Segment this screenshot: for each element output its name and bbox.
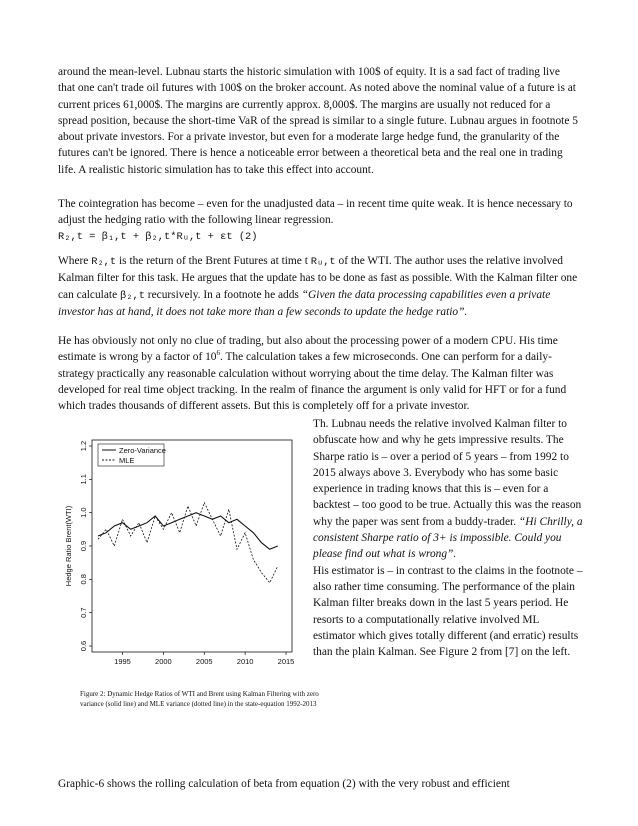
x-tick-label: 2005: [195, 657, 213, 666]
hedge-ratio-chart: [62, 432, 304, 686]
series-line-zero-variance: [98, 513, 278, 550]
plot-frame: [92, 440, 292, 652]
paragraph-2: The cointegration has become – even for the unadjusted data – in recent time quite weak. It is hence necessary to adjust the hedging ratio with the following linear regression.: [58, 198, 573, 227]
y-tick-label: 0.6: [79, 640, 88, 652]
y-tick-label: 0.8: [79, 574, 88, 585]
p3-var-1: R₂,t: [91, 256, 117, 268]
legend: [98, 444, 166, 466]
p4-text-1: He has obviously not only no clue of trading, but also about the processing power of a modern CPU. His time estimate is wrong by a factor of 10: [58, 335, 558, 364]
chart-svg: [62, 432, 304, 686]
x-tick-label: 2000: [155, 657, 172, 666]
y-axis-label: Hedge Ratio Brent(WTI): [64, 505, 73, 587]
p3-text-3: of the WTI. The author uses the relative involved Kalman filter for this task. He argues that the update has to be done as fast as possible. With the Kalman filter one can calculate: [58, 255, 578, 301]
p3-text-2: is the return of the Brent Futures at time t: [116, 255, 311, 267]
series-line-mle: [98, 503, 278, 583]
p4-text-2: . The calculation takes a few microseconds. One can perform for a daily-strategy practically any reasonable calculation without worrying about the time delay. The Kalman filter was developed for real time object tracking. In the realm of finance the argument is only valid for HFT or for a fund which trades thousands of different assets. But this is completely off for a private investor.: [58, 351, 567, 413]
last-paragraph: Graphic-6 shows the rolling calculation of beta from equation (2) with the very robust and efficient: [58, 778, 510, 790]
rc-quote: “Hi Chrilly, a consistent Sharpe ratio of 3+ is impossible. Could you please find out what is wrong”.: [313, 515, 583, 561]
paragraph-4: [58, 333, 578, 414]
y-tick-label: 1.1: [79, 474, 88, 485]
x-tick-label: 1995: [114, 657, 131, 666]
y-tick-label: 1.2: [79, 440, 88, 452]
rc-text-1: Th. Lubnau needs the relative involved Kalman filter to obfuscate how and why he gets impressive results. The Sharpe ratio is – over a period of 5 years – from 1992 to 2015 always above 3. Everybody who has some basic experience in trading knows that this is – even for a backtest – too good to be true. Actually this was the reason why the paper was sent from a buddy-trader.: [313, 418, 582, 528]
p3-quote: “Given the data processing capabilities even a private investor has at hand, it does not take more than a few seconds to update the hedge ratio”.: [58, 288, 551, 318]
y-tick-label: 0.7: [79, 607, 88, 618]
right-column-text: [313, 416, 583, 660]
x-tick-label: 2015: [277, 657, 295, 666]
legend-label-zero-variance: Zero-Variance: [119, 446, 166, 455]
y-tick-label: 1.0: [79, 507, 88, 518]
p4-exponent: 6: [216, 349, 220, 358]
paragraph-1: around the mean-level. Lubnau starts the historic simulation with 100$ of equity. It is a sad fact of trading live that one can't trade oil futures with 100$ on the broker account. As noted above the nominal value of a future is at current prices 61,000$. The margins are currently approx. 8,000$. The margins are usually not reduced for a spread position, because the short-time VaR of the spread is similar to a single future. Lubnau argues in footnote 5 about private investors. For a private investor, but even for a moderate large hedge fund, the granularity of the futures can't be ignored. There is hence a noticeable error between a theoretical beta and the real one in trading life. A realistic historic simulation has to take this effect into account.: [58, 66, 578, 176]
p3-var-3: β₂,t: [119, 289, 145, 302]
p3-text-4: recursively. In a footnote he adds: [144, 288, 302, 301]
x-tick-label: 2010: [236, 657, 254, 666]
rc-text-2: His estimator is – in contrast to the claims in the footnote – also rather time consuming. The performance of the plain Kalman filter breaks down in the last 5 years period. He resorts to a computationally relative involved ML estimator which gives totally different (and erratic) results than the plain Kalman. See Figure 2 from [7] on the left.: [313, 564, 583, 659]
p3-var-2: Rᵤ,t: [310, 256, 336, 268]
y-tick-label: 0.9: [79, 540, 88, 552]
paragraph-3: [58, 253, 578, 320]
equation-2: R₂,t = β₁,t + β₂,t*Rᵤ,t + εt (2): [58, 231, 258, 243]
p3-text-1: Where: [58, 255, 92, 267]
figure-caption: Figure 2: Dynamic Hedge Ratios of WTI and Brent using Kalman Filtering with zero variance (solid line) and MLE variance (dotted line) in the state-equation 1992-2013: [80, 690, 319, 708]
legend-label-mle: MLE: [119, 456, 135, 465]
